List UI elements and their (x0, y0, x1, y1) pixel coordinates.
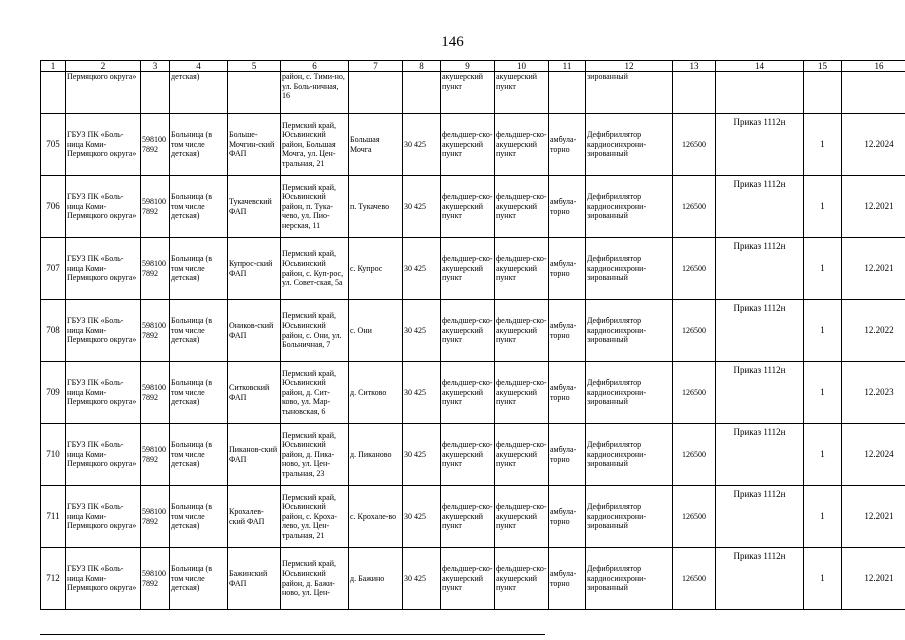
cell-locality: д. Ситково (349, 362, 403, 424)
cell-equipment: Дефибриллятор кардиосинхрони-зированный (586, 548, 673, 610)
cell-c13: 126500 (673, 176, 716, 238)
cell-date: 12.2021 (842, 176, 905, 238)
header-cell: 11 (549, 61, 586, 72)
cell: Пермяцкого округа» (66, 72, 141, 114)
cell-type: Больница (в том числе детская) (170, 362, 228, 424)
cell-org: ГБУЗ ПК «Боль-ница Коми-Пермяцкого округа» (66, 548, 141, 610)
cell (403, 72, 441, 114)
cell-c11: амбула-торно (549, 176, 586, 238)
cell-address: Пермский край, Юсьвинский район, с. Кроха-лево, ул. Цен-тральная, 21 (281, 486, 349, 548)
table-row (41, 176, 905, 238)
cell-c13: 126500 (673, 362, 716, 424)
cell-code: 598100 7892 (141, 114, 170, 176)
cell-okato: 30 425 (403, 362, 441, 424)
cell-qty: 1 (804, 424, 842, 486)
cell-c10: фельдшер-ско-акушерский пункт (495, 238, 549, 300)
page-number: 146 (441, 34, 464, 50)
cell-c11: амбула-торно (549, 548, 586, 610)
cell-c9: фельдшер-ско-акушерский пункт (441, 114, 495, 176)
cell-code: 598100 7892 (141, 362, 170, 424)
cell (41, 72, 66, 114)
cell (549, 72, 586, 114)
cell-type: Больница (в том числе детская) (170, 486, 228, 548)
cell-order: Приказ 1112н (716, 114, 804, 176)
header-row (41, 61, 905, 72)
cell-c13: 126500 (673, 300, 716, 362)
cell (228, 72, 281, 114)
cell-code: 598100 7892 (141, 176, 170, 238)
cell-c11: амбула-торно (549, 300, 586, 362)
header-cell: 2 (66, 61, 141, 72)
cell-order: Приказ 1112н (716, 238, 804, 300)
cell-c11: амбула-торно (549, 114, 586, 176)
cell-address: Пермский край, Юсьвинский район, Большая Мочга, ул. Цен-тральная, 21 (281, 114, 349, 176)
cell: детская) (170, 72, 228, 114)
header-cell: 1 (41, 61, 66, 72)
cell-num: 708 (41, 300, 66, 362)
cell-code: 598100 7892 (141, 486, 170, 548)
cell-num: 709 (41, 362, 66, 424)
cell (349, 72, 403, 114)
cell (804, 72, 842, 114)
cell-name: Тукачевский ФАП (228, 176, 281, 238)
cell-qty: 1 (804, 548, 842, 610)
cell-org: ГБУЗ ПК «Боль-ница Коми-Пермяцкого округа» (66, 424, 141, 486)
header-cell: 5 (228, 61, 281, 72)
cell-qty: 1 (804, 176, 842, 238)
cell-equipment: Дефибриллятор кардиосинхрони-зированный (586, 114, 673, 176)
cell-name: Крохалев-ский ФАП (228, 486, 281, 548)
cell-num: 707 (41, 238, 66, 300)
cell-okato: 30 425 (403, 486, 441, 548)
cell-num: 711 (41, 486, 66, 548)
cell-c10: фельдшер-ско-акушерский пункт (495, 486, 549, 548)
cell-okato: 30 425 (403, 548, 441, 610)
cell-date: 12.2021 (842, 548, 905, 610)
cell-name: Бажинский ФАП (228, 548, 281, 610)
cell-c9: фельдшер-ско-акушерский пункт (441, 238, 495, 300)
header-cell: 13 (673, 61, 716, 72)
cell-name: Купрос-ский ФАП (228, 238, 281, 300)
cell-c11: амбула-торно (549, 424, 586, 486)
cell-type: Больница (в том числе детская) (170, 238, 228, 300)
table-row (41, 300, 905, 362)
cell-c11: амбула-торно (549, 486, 586, 548)
cell-c9: фельдшер-ско-акушерский пункт (441, 548, 495, 610)
cell-num: 706 (41, 176, 66, 238)
cell-c9: фельдшер-ско-акушерский пункт (441, 362, 495, 424)
cell-locality: Большая Мочга (349, 114, 403, 176)
cell-date: 12.2024 (842, 114, 905, 176)
cell-address: Пермский край, Юсьвинский район, д. Бажи-ново, ул. Цен- (281, 548, 349, 610)
cell-type: Больница (в том числе детская) (170, 424, 228, 486)
cell-address: Пермский край, Юсьвинский район, с. Они, ул. Больничная, 7 (281, 300, 349, 362)
cell: район, с. Тими-но, ул. Боль-ничная, 16 (281, 72, 349, 114)
cell-num: 705 (41, 114, 66, 176)
cell-name: Ситковский ФАП (228, 362, 281, 424)
table-row (41, 114, 905, 176)
cell-qty: 1 (804, 114, 842, 176)
header-cell: 15 (804, 61, 842, 72)
header-cell: 16 (842, 61, 905, 72)
cell-c13: 126500 (673, 114, 716, 176)
cell-code: 598100 7892 (141, 238, 170, 300)
header-cell: 3 (141, 61, 170, 72)
cell-equipment: Дефибриллятор кардиосинхрони-зированный (586, 300, 673, 362)
cell-locality: с. Купрос (349, 238, 403, 300)
cell-name: Больше-Мочгин-ский ФАП (228, 114, 281, 176)
cell-code: 598100 7892 (141, 300, 170, 362)
cell-order: Приказ 1112н (716, 548, 804, 610)
cell-type: Больница (в том числе детская) (170, 114, 228, 176)
cell-qty: 1 (804, 362, 842, 424)
cell-type: Больница (в том числе детская) (170, 176, 228, 238)
cell-org: ГБУЗ ПК «Боль-ница Коми-Пермяцкого округа» (66, 176, 141, 238)
cell-okato: 30 425 (403, 114, 441, 176)
cell-name: Пиканов-ский ФАП (228, 424, 281, 486)
table-row (41, 486, 905, 548)
table-row (41, 362, 905, 424)
table-row (41, 548, 905, 610)
cell-code: 598100 7892 (141, 548, 170, 610)
cell-c13: 126500 (673, 424, 716, 486)
cell-num: 710 (41, 424, 66, 486)
cell-order: Приказ 1112н (716, 300, 804, 362)
cell-okato: 30 425 (403, 424, 441, 486)
cell-date: 12.2024 (842, 424, 905, 486)
cell (716, 72, 804, 114)
cell-order: Приказ 1112н (716, 424, 804, 486)
cell-address: Пермский край, Юсьвинский район, д. Пика-ново, ул. Цен-тральная, 23 (281, 424, 349, 486)
cell-org: ГБУЗ ПК «Боль-ница Коми-Пермяцкого округа» (66, 486, 141, 548)
cell-c9: фельдшер-ско-акушерский пункт (441, 486, 495, 548)
cell-date: 12.2021 (842, 486, 905, 548)
cell (842, 72, 905, 114)
cell-locality: с. Крохале-во (349, 486, 403, 548)
cell-c13: 126500 (673, 548, 716, 610)
cell-c9: фельдшер-ско-акушерский пункт (441, 300, 495, 362)
cell: акушерский пункт (495, 72, 549, 114)
header-cell: 6 (281, 61, 349, 72)
header-cell: 10 (495, 61, 549, 72)
cell-date: 12.2022 (842, 300, 905, 362)
cell-c10: фельдшер-ско-акушерский пункт (495, 424, 549, 486)
cell-okato: 30 425 (403, 176, 441, 238)
table-row (41, 424, 905, 486)
header-cell: 4 (170, 61, 228, 72)
cell-equipment: Дефибриллятор кардиосинхрони-зированный (586, 362, 673, 424)
cell-qty: 1 (804, 238, 842, 300)
cell-num: 712 (41, 548, 66, 610)
cell-locality: д. Пиканово (349, 424, 403, 486)
cell (673, 72, 716, 114)
cell-type: Больница (в том числе детская) (170, 300, 228, 362)
cell-okato: 30 425 (403, 238, 441, 300)
cell: зированный (586, 72, 673, 114)
cell-qty: 1 (804, 300, 842, 362)
cell-code: 598100 7892 (141, 424, 170, 486)
cell-locality: п. Тукачево (349, 176, 403, 238)
cell-c10: фельдшер-ско-акушерский пункт (495, 176, 549, 238)
cell-c11: амбула-торно (549, 362, 586, 424)
cell-locality: с. Они (349, 300, 403, 362)
header-cell: 7 (349, 61, 403, 72)
cell-c10: фельдшер-ско-акушерский пункт (495, 362, 549, 424)
page-bottom-rule (40, 634, 545, 635)
cell-org: ГБУЗ ПК «Боль-ница Коми-Пермяцкого округа» (66, 362, 141, 424)
cell-type: Больница (в том числе детская) (170, 548, 228, 610)
cell-address: Пермский край, Юсьвинский район, д. Сит-ково, ул. Мар-тыновская, 6 (281, 362, 349, 424)
cell-order: Приказ 1112н (716, 176, 804, 238)
cell-c13: 126500 (673, 238, 716, 300)
cell-date: 12.2021 (842, 238, 905, 300)
cell-org: ГБУЗ ПК «Боль-ница Коми-Пермяцкого округа» (66, 114, 141, 176)
cell-c10: фельдшер-ско-акушерский пункт (495, 300, 549, 362)
equipment-table (40, 60, 905, 610)
cell-equipment: Дефибриллятор кардиосинхрони-зированный (586, 424, 673, 486)
cell-order: Приказ 1112н (716, 486, 804, 548)
cell-address: Пермский край, Юсьвинский район, п. Тука-чево, ул. Пио-нерская, 11 (281, 176, 349, 238)
cell-c9: фельдшер-ско-акушерский пункт (441, 424, 495, 486)
cell-order: Приказ 1112н (716, 362, 804, 424)
cell-locality: д. Бажино (349, 548, 403, 610)
cell-c13: 126500 (673, 486, 716, 548)
cell-c9: фельдшер-ско-акушерский пункт (441, 176, 495, 238)
header-cell: 14 (716, 61, 804, 72)
cell-c10: фельдшер-ско-акушерский пункт (495, 548, 549, 610)
cell-okato: 30 425 (403, 300, 441, 362)
cell-qty: 1 (804, 486, 842, 548)
cell-org: ГБУЗ ПК «Боль-ница Коми-Пермяцкого округа» (66, 300, 141, 362)
header-cell: 8 (403, 61, 441, 72)
cell-c11: амбула-торно (549, 238, 586, 300)
header-cell: 12 (586, 61, 673, 72)
cell-equipment: Дефибриллятор кардиосинхрони-зированный (586, 176, 673, 238)
cell-c10: фельдшер-ско-акушерский пункт (495, 114, 549, 176)
cell: акушерский пункт (441, 72, 495, 114)
cell-name: Оников-ский ФАП (228, 300, 281, 362)
cell-date: 12.2023 (842, 362, 905, 424)
table-row (41, 238, 905, 300)
cell (141, 72, 170, 114)
header-cell: 9 (441, 61, 495, 72)
cell-org: ГБУЗ ПК «Боль-ница Коми-Пермяцкого округа» (66, 238, 141, 300)
cell-address: Пермский край, Юсьвинский район, с. Куп-рос, ул. Совет-ская, 5а (281, 238, 349, 300)
continuation-row (41, 72, 905, 114)
cell-equipment: Дефибриллятор кардиосинхрони-зированный (586, 486, 673, 548)
cell-equipment: Дефибриллятор кардиосинхрони-зированный (586, 238, 673, 300)
